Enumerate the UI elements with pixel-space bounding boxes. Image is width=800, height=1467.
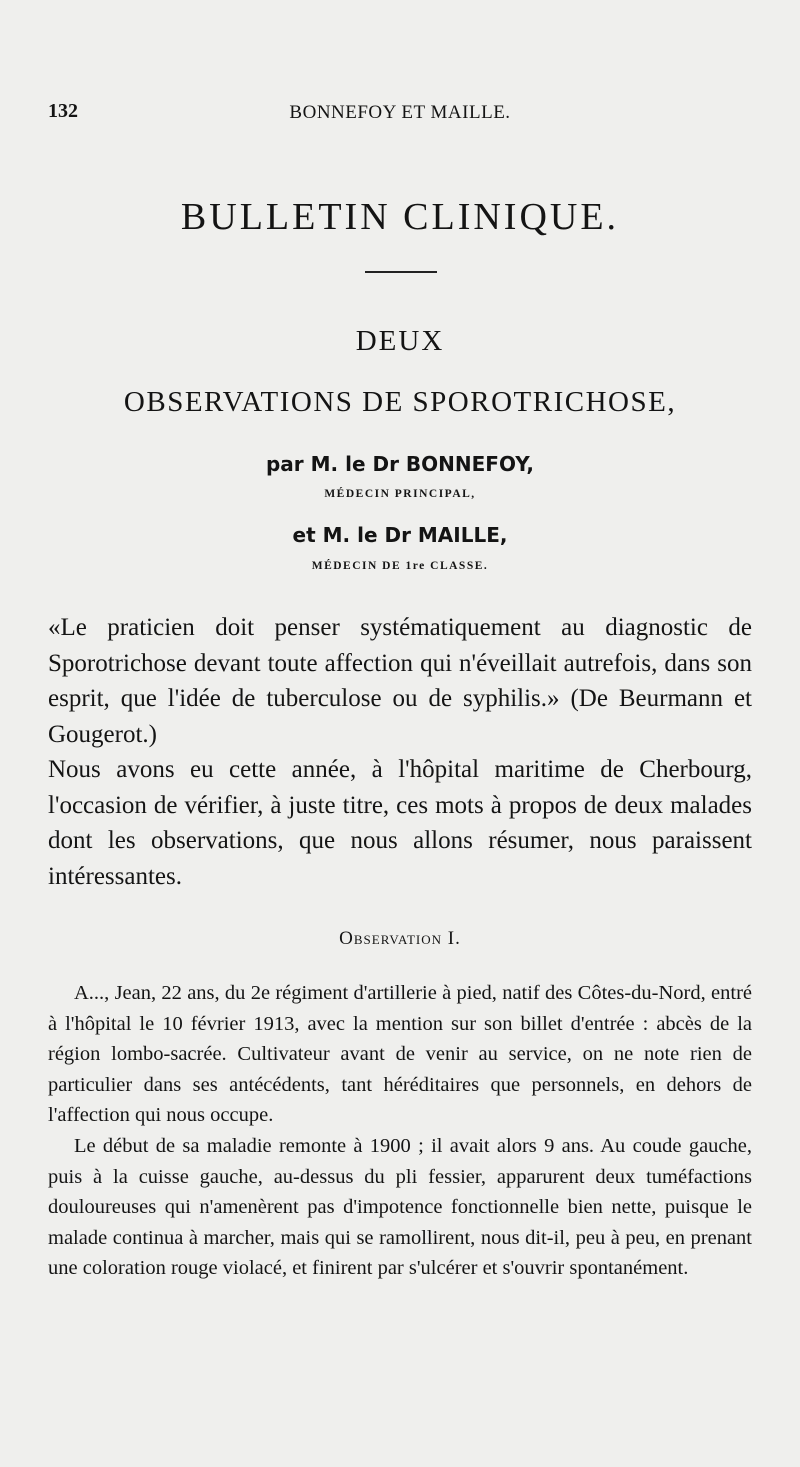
page-header bbox=[48, 100, 752, 130]
introduction bbox=[48, 610, 752, 894]
title-divider bbox=[365, 271, 437, 273]
author-1: par M. le Dr BONNEFOY, bbox=[265, 452, 535, 476]
running-head: BONNEFOY ET MAILLE. bbox=[289, 102, 511, 123]
observation-heading: Observation I. bbox=[339, 928, 461, 949]
page-number: 132 bbox=[48, 100, 78, 122]
intro-paragraph: Nous avons eu cette année, à l'hôpital maritime de Cherbourg, l'occasion de vérifier, à juste titre, ces mots à propos de deux malades dont les observations, que nous allons résumer, nous paraissent intéressantes. bbox=[48, 756, 752, 890]
author-2: et M. le Dr MAILLE, bbox=[292, 523, 508, 547]
observation-paragraph-1: A..., Jean, 22 ans, du 2e régiment d'artillerie à pied, natif des Côtes-du-Nord, entré à l'hôpital le 10 février 1913, avec la mention sur son billet d'entrée : abcès de la région lombo-sacrée. Cultivateur avant de venir au service, on ne note rien de particulier dans ses antécédents, tant héréditaires que personnels, en dehors de l'affection qui nous occupe. bbox=[48, 982, 752, 1127]
observation-body bbox=[48, 978, 752, 1284]
section-title: BULLETIN CLINIQUE. bbox=[180, 196, 620, 238]
author-2-rank: MÉDECIN DE 1re CLASSE. bbox=[311, 560, 489, 572]
epigraph-quote: «Le praticien doit penser systématiquement au diagnostic de Sporotrichose devant toute affection qui n'éveillait autrefois, dans son esprit, que l'idée de tuberculose ou de syphilis.» (De Beurmann et Gougerot.) bbox=[48, 614, 752, 748]
article-title-line2: OBSERVATIONS DE SPOROTRICHOSE, bbox=[123, 386, 677, 418]
article-title-line1: DEUX bbox=[355, 325, 445, 357]
observation-paragraph-2: Le début de sa maladie remonte à 1900 ; il avait alors 9 ans. Au coude gauche, puis à la cuisse gauche, au-dessus du pli fessier, apparurent deux tuméfactions douloureuses qui n'amenèrent pas d'impotence fonctionnelle bien nette, puisque le malade continua à marcher, mais qui se ramollirent, nous dit-il, peu à peu, en prenant une coloration rouge violacé, et finirent par s'ulcérer et s'ouvrir spontanément. bbox=[48, 1134, 752, 1280]
author-1-rank: MÉDECIN PRINCIPAL, bbox=[324, 488, 476, 500]
